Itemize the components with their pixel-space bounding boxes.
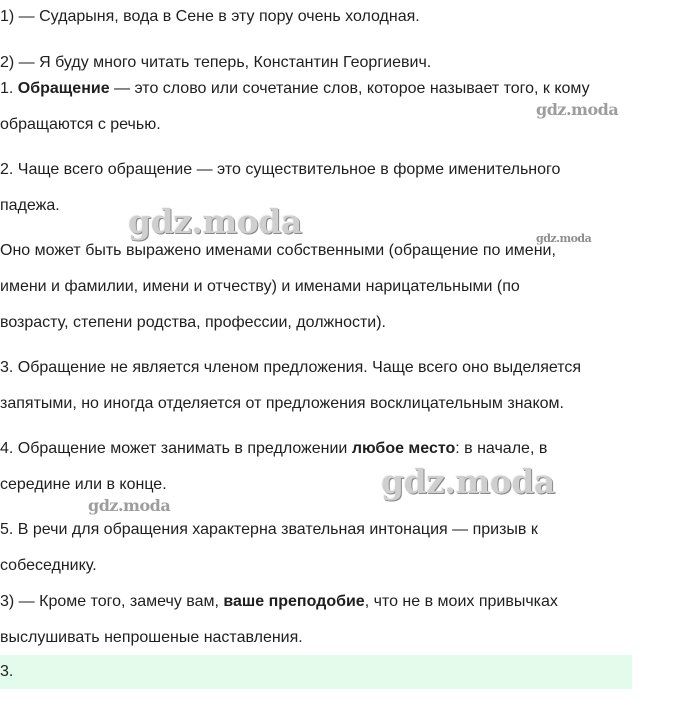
rule-5-line: 5. В речи для обращения характерна звательная интонация — призыв к: [0, 521, 538, 538]
rule-3-line: 3. Обращение не является членом предложения. Чаще всего оно выделяется: [0, 359, 582, 376]
rule-2-line: 2. Чаще всего обращение — это существительное в форме именительного: [0, 161, 561, 178]
rule-5-continuation: собеседнику.: [0, 557, 97, 574]
rule-3-continuation: запятыми, но иногда отделяется от предложения восклицательным знаком.: [0, 395, 564, 412]
watermark: gdz.moda: [128, 202, 302, 241]
rule-2-detail-1: Оно может быть выражено именами собственными (обращение по имени,: [0, 242, 556, 259]
rule-text: : в начале, в: [455, 440, 548, 457]
watermark: gdz.moda: [88, 496, 171, 515]
example-sentence-3-continuation: выслушивать непрошеные наставления.: [0, 629, 303, 646]
watermark: gdz.moda: [536, 100, 619, 119]
answer-highlight: [0, 655, 632, 689]
rule-text: — это слово или сочетание слов, которое называет того, к кому: [109, 80, 590, 97]
rule-text: 4. Обращение может занимать в предложении: [0, 440, 352, 457]
rule-2-detail-3: возрасту, степени родства, профессии, должности).: [0, 314, 386, 331]
example-text: , что не в моих привычках: [364, 593, 558, 610]
answer-label: 3.: [0, 663, 14, 680]
example-text: 3) — Кроме того, замечу вам,: [0, 593, 224, 610]
bold-term-address-example: ваше преподобие: [223, 593, 365, 610]
watermark: gdz.moda: [381, 462, 555, 501]
watermark: gdz.moda: [536, 232, 592, 245]
bold-term-any-place: любое место: [351, 440, 456, 457]
rule-1-continuation: обращаются с речью.: [0, 116, 161, 133]
example-sentence-1: 1) — Сударыня, вода в Сене в эту пору очень холодная.: [0, 8, 420, 25]
rule-4-line: [0, 439, 547, 459]
rule-number: 1.: [0, 80, 18, 97]
rule-2-continuation: падежа.: [0, 197, 60, 214]
rule-4-continuation: середине или в конце.: [0, 476, 167, 493]
example-sentence-2: 2) — Я буду много читать теперь, Константин Георгиевич.: [0, 54, 432, 71]
example-sentence-3: [0, 592, 558, 612]
rule-1-line: [0, 79, 590, 99]
rule-2-detail-2: имени и фамилии, имени и отчеству) и именами нарицательными (по: [0, 278, 520, 295]
bold-term-address: Обращение: [17, 80, 110, 97]
